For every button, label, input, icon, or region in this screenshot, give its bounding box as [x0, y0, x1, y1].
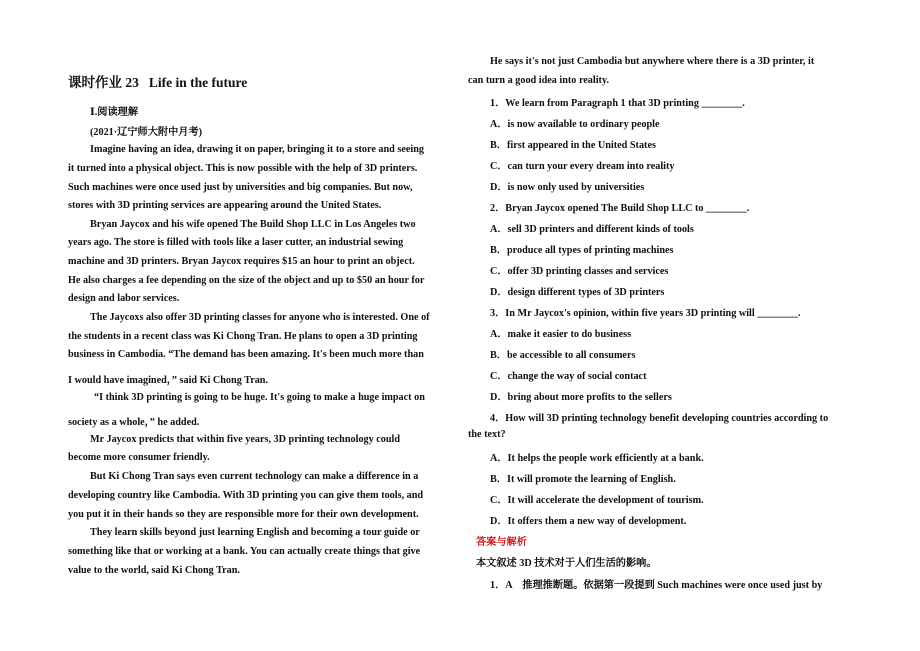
passage-line: society as a whole，” he added.	[68, 417, 200, 428]
passage-line: He also charges a fee depending on the size of the object and up to $50 an hour for	[68, 275, 425, 286]
option-3c: C．change the way of social contact	[490, 371, 647, 382]
option-4a: A．It helps the people work efficiently at a bank.	[490, 453, 704, 464]
option-1a: A．is now available to ordinary people	[490, 119, 660, 130]
source-note: (2021·辽宁师大附中月考)	[90, 127, 203, 138]
option-4b: B．It will promote the learning of English.	[490, 474, 676, 485]
question-4: 4．How will 3D printing technology benefit developing countries according to	[490, 413, 829, 424]
passage-line: you put it in their hands so they are responsible more for their own development.	[68, 509, 419, 520]
passage-line: machine and 3D printers. Bryan Jaycox requires $15 an hour to print an object.	[68, 256, 415, 267]
passage-line: Mr Jaycox predicts that within five years, 3D printing technology could	[90, 434, 401, 445]
option-2a: A．sell 3D printers and different kinds of tools	[490, 224, 694, 235]
passage-line: value to the world, said Ki Chong Tran.	[68, 565, 240, 576]
passage-line: design and labor services.	[68, 293, 180, 304]
passage-line: The Jaycoxs also offer 3D printing classes for anyone who is interested. One of	[90, 312, 430, 323]
passage-line: “I think 3D printing is going to be huge. It's going to make a huge impact on	[94, 392, 425, 403]
option-4c: C．It will accelerate the development of tourism.	[490, 495, 704, 506]
passage-line: business in Cambodia. “The demand has been amazing. It's been much more than	[68, 349, 424, 360]
passage-line: it turned into a physical object. This is now possible with the help of 3D printers.	[68, 163, 418, 174]
passage-line: I would have imagined，” said Ki Chong Tran.	[68, 375, 269, 386]
title-chinese: 课时作业 23	[68, 75, 139, 90]
passage-line: become more consumer friendly.	[68, 452, 210, 463]
section-heading: Ⅰ.阅读理解	[90, 107, 139, 118]
passage-line: something like that or working at a bank. You can actually create things that give	[68, 546, 421, 557]
question-4-cont: the text?	[468, 429, 506, 440]
passage-line: developing country like Cambodia. With 3D printing you can give them tools, and	[68, 490, 424, 501]
option-2b: B．produce all types of printing machines	[490, 245, 674, 256]
option-2d: D．design different types of 3D printers	[490, 287, 665, 298]
option-4d: D．It offers them a new way of development.	[490, 516, 687, 527]
passage-line: Such machines were once used just by universities and big companies. But now,	[68, 182, 413, 193]
option-3d: D．bring about more profits to the sellers	[490, 392, 672, 403]
passage-line: They learn skills beyond just learning English and becoming a tour guide or	[90, 527, 420, 538]
passage-line: Imagine having an idea, drawing it on paper, bringing it to a store and seeing	[90, 144, 424, 155]
question-2: 2．Bryan Jaycox opened The Build Shop LLC to ________.	[490, 203, 750, 214]
passage-line: But Ki Chong Tran says even current technology can make a difference in a	[90, 471, 419, 482]
answer-explanation: 1．A 推理推断题。依据第一段提到 Such machines were once used just by	[490, 580, 823, 591]
passage-line: can turn a good idea into reality.	[468, 75, 610, 86]
page-title	[68, 71, 247, 91]
option-1d: D．is now only used by universities	[490, 182, 645, 193]
passage-line: stores with 3D printing services are appearing around the United States.	[68, 200, 382, 211]
passage-line: years ago. The store is filled with tools like a laser cutter, an industrial sewing	[68, 237, 404, 248]
option-3b: B．be accessible to all consumers	[490, 350, 636, 361]
option-1c: C．can turn your every dream into reality	[490, 161, 675, 172]
option-1b: B．first appeared in the United States	[490, 140, 656, 151]
summary-line: 本文叙述 3D 技术对于人们生活的影响。	[476, 558, 657, 569]
option-3a: A．make it easier to do business	[490, 329, 632, 340]
passage-line: Bryan Jaycox and his wife opened The Build Shop LLC in Los Angeles two	[90, 219, 416, 230]
answer-heading: 答案与解析	[476, 537, 527, 548]
passage-line: the students in a recent class was Ki Chong Tran. He plans to open a 3D printing	[68, 331, 418, 342]
title-english: Life in the future	[148, 75, 248, 90]
question-1: 1．We learn from Paragraph 1 that 3D printing ________.	[490, 98, 745, 109]
option-2c: C．offer 3D printing classes and services	[490, 266, 669, 277]
passage-line: He says it's not just Cambodia but anywhere where there is a 3D printer, it	[490, 56, 815, 67]
question-3: 3．In Mr Jaycox's opinion, within five years 3D printing will ________.	[490, 308, 801, 319]
